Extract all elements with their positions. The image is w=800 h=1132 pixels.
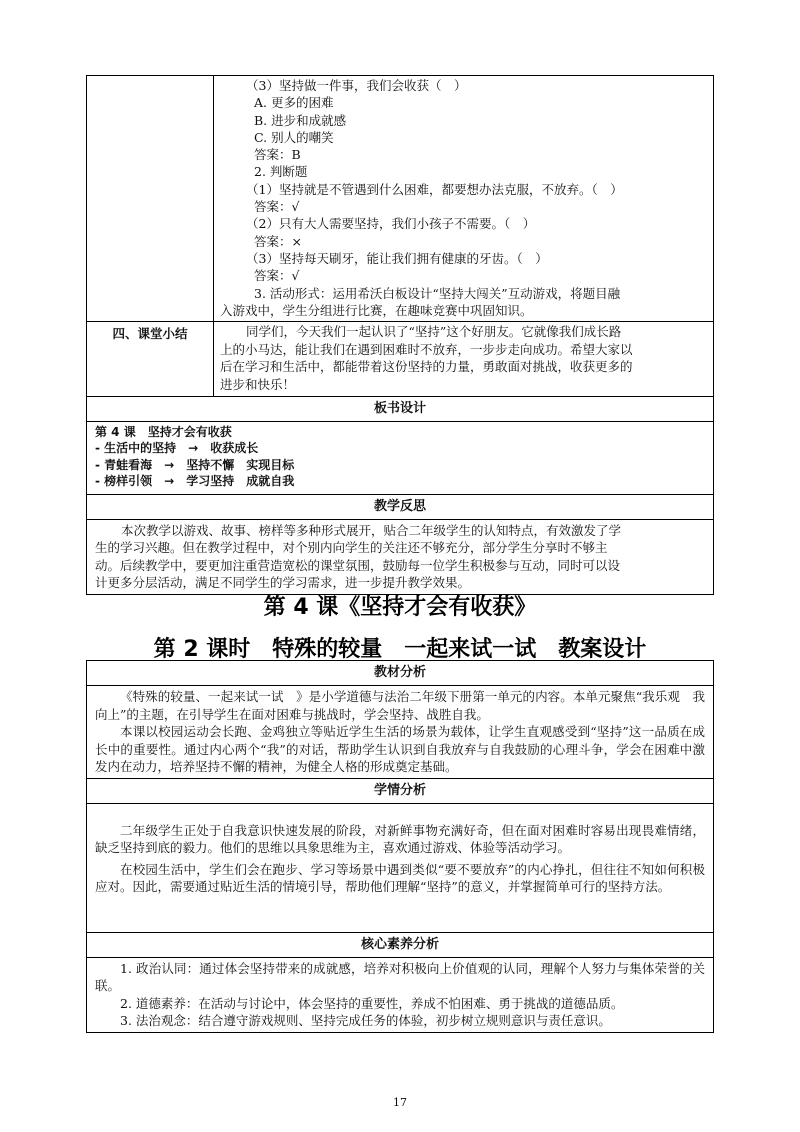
material-analysis-header: 教材分析 [373,665,426,680]
judge-title: 2. 判断题 [254,164,308,180]
answer-q3: 答案：B [254,147,301,163]
summary-row [87,321,713,395]
summary-content [214,322,713,395]
learner-analysis-header: 学情分析 [87,778,713,803]
core-paragraph-3: 3. 法治观念：结合遵守游戏规则、坚持完成任务的体验，初步树立规则意识与责任意识。 [120,1013,611,1028]
reflection-content [87,519,713,594]
board-design-header: 板书设计 [87,396,713,421]
material-analysis-content [87,685,713,778]
judge-3: （3）坚持每天刷牙，能让我们拥有健康的牙齿。（ ） [246,250,548,266]
judge-1: （1）坚持就是不管遇到什么困难，都要想办法克服，不放弃。（ ） [246,181,623,197]
learner-paragraph-2: 在校园生活中，学生们会在跑步、学习等场景中遇到类似“要不要放弃”的内心挣扎，但往往不知如何积极应对。因此，需要通过贴近生活的情境引导，帮助他们理解“坚持”的意义，并掌握简单可行的坚持方法。 [95,861,705,894]
summary-line-4: 进步和快乐！ [220,376,296,392]
board-line-1: 第 4 课 坚持才会有收获 [95,424,232,439]
lesson-plan-table-top [86,75,714,595]
question-3: （3）坚持做一件事，我们会收获（ ） [246,78,467,93]
exercise-row [87,76,713,321]
board-line-3: - 青蛙看海 → 坚持不懈 实现目标 [95,457,295,472]
activity-line-2: 入游戏中，学生分组进行比赛，在趣味竞赛中巩固知识。 [220,302,533,318]
option-c: C. 别人的嘲笑 [254,129,334,145]
learner-paragraph-1: 二年级学生正处于自我意识快速发展的阶段，对新鲜事物充满好奇，但在面对困难时容易出现畏难情绪，缺乏坚持到底的毅力。他们的思维以具象思维为主，喜欢通过游戏、体验等活动学习。 [95,822,705,855]
activity-line-1: 3. 活动形式：运用希沃白板设计“坚持大闯关”互动游戏，将题目融 [254,285,621,301]
material-paragraph-1: 《特殊的较量、一起来试一试 》是小学道德与法治二年级下册第一单元的内容。本单元聚焦“我乐观 我向上”的主题，在引导学生在面对困难与挑战时，学会坚持、战胜自我。 [95,689,705,722]
core-paragraph-2: 2. 道德素养：在活动与讨论中，体会坚持的重要性，养成不怕困难、勇于挑战的道德品质。 [120,995,624,1011]
judge-2: （2）只有大人需要坚持，我们小孩子不需要。（ ） [246,216,536,232]
reflection-line-2: 生的学习兴趣。但在教学过程中，对个别内向学生的关注还不够充分，部分学生分享时不够主 [95,540,608,556]
answer-j1: 答案：√ [254,199,300,215]
summary-line-1: 同学们，今天我们一起认识了“坚持”这个好朋友。它就像我们成长路 [246,324,622,340]
summary-label: 四、课堂小结 [87,322,214,395]
option-a: A. 更多的困难 [254,95,334,111]
answer-j2: 答案：× [254,233,302,249]
option-b: B. 进步和成就感 [254,112,347,128]
answer-j3: 答案：√ [254,268,300,284]
reflection-header: 教学反思 [87,494,713,519]
board-design-content [87,421,713,494]
exercise-content [214,76,713,321]
core-literacy-content [87,957,713,1032]
summary-line-3: 后在学习和生活中，都能带着这份坚持的力量，勇敢面对挑战，收获更多的 [220,359,633,375]
core-paragraph-1: 1. 政治认同：通过体会坚持带来的成就感，培养对积极向上价值观的认同，理解个人努力与集体荣誉的关联。 [95,960,705,993]
board-line-2: - 生活中的坚持 → 收获成长 [95,441,259,456]
core-literacy-header: 核心素养分析 [87,932,713,957]
reflection-line-1: 本次教学以游戏、故事、榜样等多种形式展开，贴合二年级学生的认知特点，有效激发了学 [121,522,622,538]
learner-analysis-content [87,803,713,918]
reflection-line-3: 动。后续教学中，要更加注重营造宽松的课堂氛围，鼓励每一位学生积极参与互动，同时可以设 [95,557,621,573]
lesson-subtitle: 第 2 课时 特殊的较量 一起来试一试 教案设计 [153,637,647,662]
material-paragraph-2: 本课以校园运动会长跑、金鸡独立等贴近学生生活的场景为载体，让学生直观感受到“坚持”这一品质在成长中的重要性。通过内心两个“我”的对话，帮助学生认识到自我放弃与自我鼓励的心理斗争，学会在困难中激发内在动力，培养坚持不懈的精神，为健全人格的形成奠定基础。 [95,724,705,774]
lesson-plan-table-bottom [86,660,714,1033]
lesson-title: 第 4 课《坚持才会有收获》 [263,595,537,620]
page-number: 17 [393,1096,407,1109]
exercise-label-cell [87,76,214,321]
board-line-4: - 榜样引领 → 学习坚持 成就自我 [95,474,295,489]
reflection-line-4: 计更多分层活动，满足不同学生的学习需求，进一步提升教学效果。 [95,575,471,591]
summary-line-2: 上的小马达，能让我们在遇到困难时不放弃，一步步走向成功。希望大家以 [220,341,633,357]
